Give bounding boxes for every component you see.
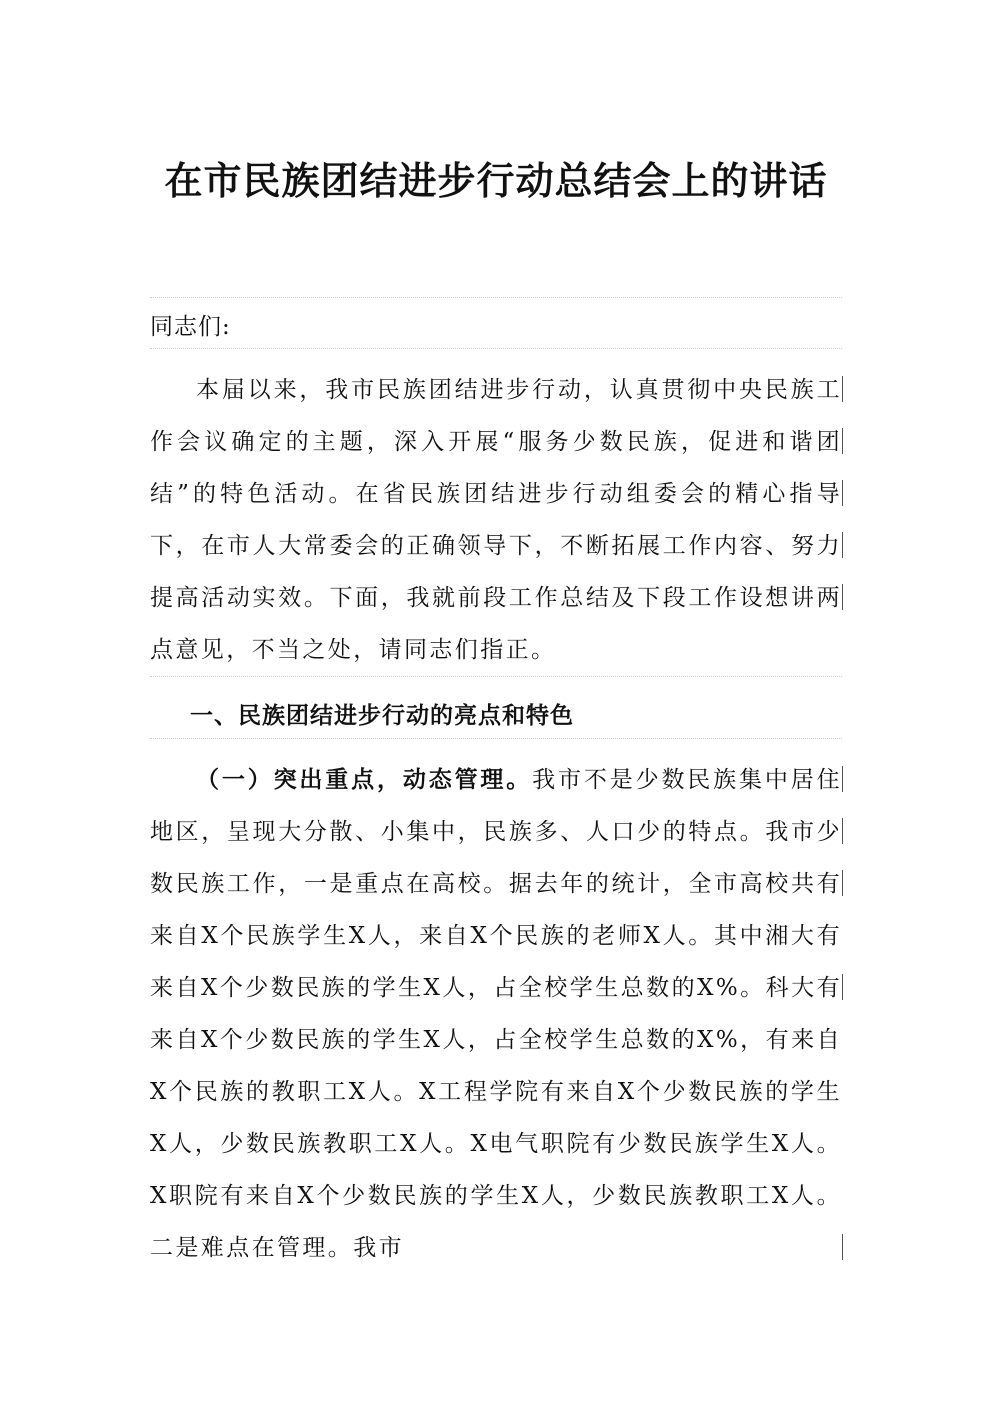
margin-mark xyxy=(842,584,843,610)
right-margin-marks xyxy=(842,0,844,1403)
document-title: 在市民族团结进步行动总结会上的讲话 xyxy=(164,158,828,203)
divider xyxy=(150,348,842,349)
margin-mark xyxy=(842,974,843,1000)
paragraph-intro: 本届以来，我市民族团结进步行动，认真贯彻中央民族工作会议确定的主题，深入开展“服务少数民族，促进和谐团结”的特色活动。在省民族团结进步行动组委会的精心指导下，在市人大常委会的正确领导下，不断拓展工作内容、努力提高活动实效。下面，我就前段工作总结及下段工作设想讲两点意见，不当之处，请同志们指正。 xyxy=(150,377,842,663)
margin-mark xyxy=(842,818,843,844)
paragraph-section-1-1 xyxy=(150,754,842,1274)
margin-mark xyxy=(842,428,843,454)
paragraph-body: 我市不是少数民族集中居住地区，呈现大分散、小集中，民族多、人口少的特点。我市少数民族工作，一是重点在高校。据去年的统计，全市高校共有来自X个民族学生X人，来自X个民族的老师X人。其中湘大有来自X个少数民族的学生X人，占全校学生总数的X%。科大有来自X个少数民族的学生X人，占全校学生总数的X%，有来自X个民族的教职工X人。X工程学院有来自X个少数民族的学生X人，少数民族教职工X人。X电气职院有少数民族学生X人。X职院有来自X个少数民族的学生X人，少数民族教职工X人。二是难点在管理。我市 xyxy=(150,767,842,1261)
divider xyxy=(150,297,842,298)
divider xyxy=(150,738,842,739)
divider xyxy=(150,676,842,677)
margin-mark xyxy=(842,480,843,506)
margin-mark xyxy=(842,766,843,792)
margin-mark xyxy=(842,1234,843,1260)
margin-mark xyxy=(842,376,843,402)
salutation: 同志们: xyxy=(150,314,231,340)
margin-mark xyxy=(842,532,843,558)
paragraph-lead: （一）突出重点，动态管理。 xyxy=(196,766,533,793)
section-heading: 一、民族团结进步行动的亮点和特色 xyxy=(190,702,574,729)
margin-mark xyxy=(842,870,843,896)
